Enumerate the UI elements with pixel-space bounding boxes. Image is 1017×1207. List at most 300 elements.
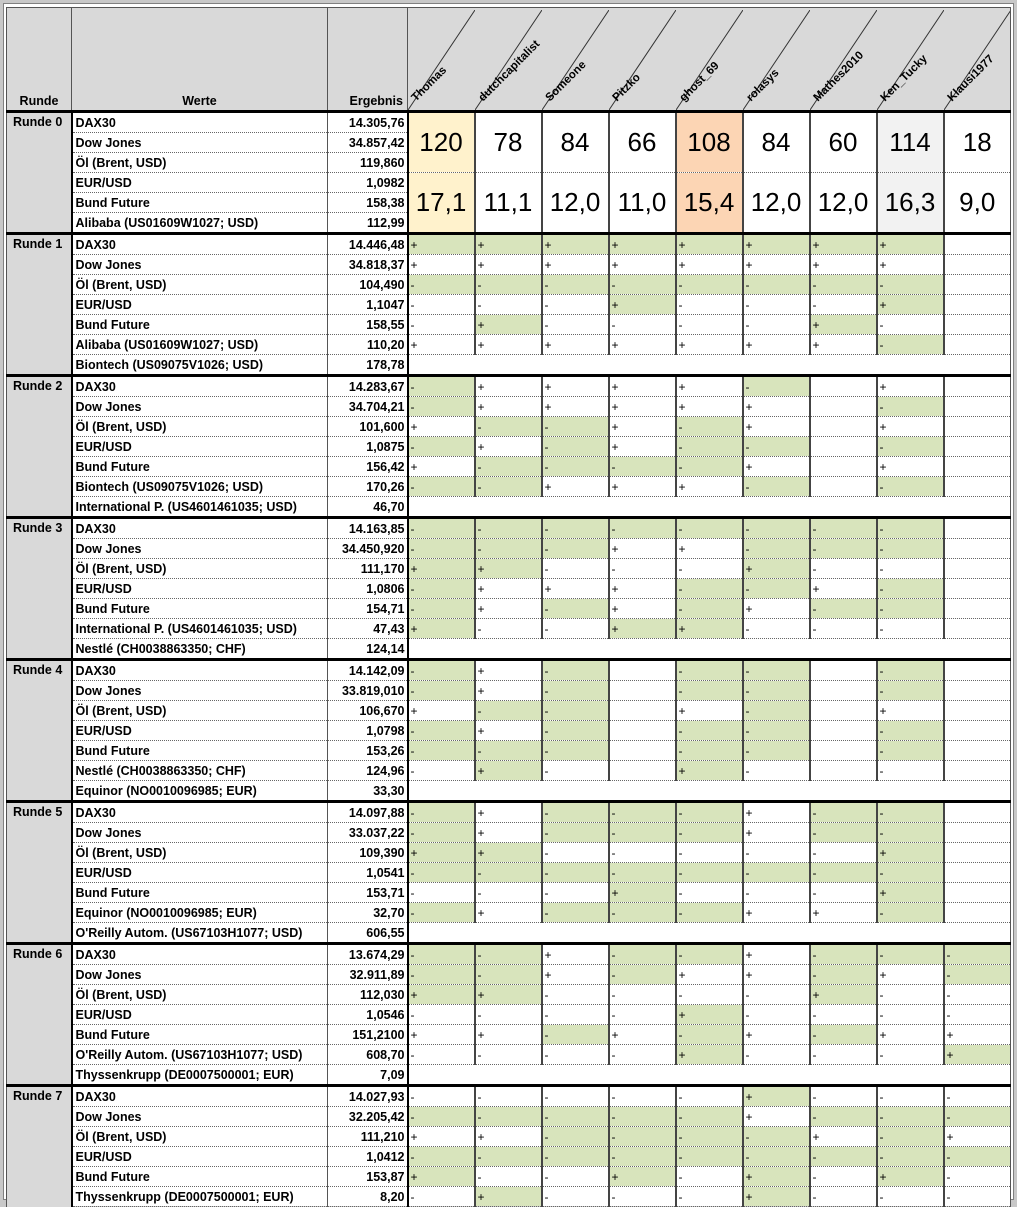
- tip-cell[interactable]: -: [676, 985, 743, 1005]
- tip-cell[interactable]: -: [810, 802, 877, 823]
- tip-cell[interactable]: [944, 518, 1011, 539]
- tip-cell[interactable]: -: [408, 295, 475, 315]
- tip-cell[interactable]: -: [877, 823, 944, 843]
- tip-cell[interactable]: +: [408, 1025, 475, 1045]
- tip-cell[interactable]: -: [609, 802, 676, 823]
- tip-cell[interactable]: +: [609, 883, 676, 903]
- tip-cell[interactable]: [944, 477, 1011, 497]
- tip-cell[interactable]: -: [609, 1045, 676, 1065]
- tip-cell[interactable]: -: [810, 518, 877, 539]
- tip-cell[interactable]: +: [810, 903, 877, 923]
- tip-cell[interactable]: +: [877, 701, 944, 721]
- tip-cell[interactable]: [944, 295, 1011, 315]
- tip-cell[interactable]: +: [475, 903, 542, 923]
- tip-cell[interactable]: -: [877, 619, 944, 639]
- tip-cell[interactable]: +: [877, 1167, 944, 1187]
- tip-cell[interactable]: +: [609, 376, 676, 397]
- tip-cell[interactable]: +: [609, 477, 676, 497]
- tip-cell[interactable]: +: [810, 579, 877, 599]
- tip-cell[interactable]: -: [743, 1147, 810, 1167]
- tip-cell[interactable]: [944, 701, 1011, 721]
- tip-cell[interactable]: -: [542, 559, 609, 579]
- tip-cell[interactable]: -: [877, 1045, 944, 1065]
- tip-cell[interactable]: [944, 234, 1011, 255]
- tip-cell[interactable]: +: [810, 255, 877, 275]
- tip-cell[interactable]: -: [810, 883, 877, 903]
- tip-cell[interactable]: +: [542, 477, 609, 497]
- tip-cell[interactable]: [944, 559, 1011, 579]
- tip-cell[interactable]: -: [542, 1107, 609, 1127]
- tip-cell[interactable]: -: [408, 275, 475, 295]
- tip-cell[interactable]: -: [877, 437, 944, 457]
- tip-cell[interactable]: -: [810, 619, 877, 639]
- tip-cell[interactable]: -: [810, 1107, 877, 1127]
- tip-cell[interactable]: +: [743, 1187, 810, 1207]
- tip-cell[interactable]: -: [743, 539, 810, 559]
- tip-cell[interactable]: +: [475, 985, 542, 1005]
- tip-cell[interactable]: -: [676, 599, 743, 619]
- tip-cell[interactable]: -: [877, 579, 944, 599]
- tip-cell[interactable]: -: [877, 681, 944, 701]
- tip-cell[interactable]: -: [542, 741, 609, 761]
- tip-cell[interactable]: -: [676, 1127, 743, 1147]
- tip-cell[interactable]: +: [743, 944, 810, 965]
- tip-cell[interactable]: -: [877, 802, 944, 823]
- tip-cell[interactable]: +: [475, 761, 542, 781]
- tip-cell[interactable]: +: [743, 234, 810, 255]
- tip-cell[interactable]: -: [877, 539, 944, 559]
- tip-cell[interactable]: +: [542, 397, 609, 417]
- tip-cell[interactable]: [810, 660, 877, 681]
- tip-cell[interactable]: +: [676, 376, 743, 397]
- tip-cell[interactable]: -: [475, 477, 542, 497]
- tip-cell[interactable]: -: [810, 1005, 877, 1025]
- tip-cell[interactable]: +: [877, 295, 944, 315]
- tip-cell[interactable]: -: [676, 315, 743, 335]
- tip-cell[interactable]: -: [877, 559, 944, 579]
- tip-cell[interactable]: -: [408, 965, 475, 985]
- tip-cell[interactable]: -: [542, 1127, 609, 1147]
- tip-cell[interactable]: [810, 681, 877, 701]
- tip-cell[interactable]: -: [542, 518, 609, 539]
- tip-cell[interactable]: [944, 721, 1011, 741]
- tip-cell[interactable]: +: [475, 255, 542, 275]
- tip-cell[interactable]: -: [676, 903, 743, 923]
- tip-cell[interactable]: +: [877, 234, 944, 255]
- tip-cell[interactable]: +: [877, 376, 944, 397]
- tip-cell[interactable]: -: [743, 315, 810, 335]
- tip-cell[interactable]: -: [408, 1187, 475, 1207]
- tip-cell[interactable]: -: [542, 1025, 609, 1045]
- tip-cell[interactable]: -: [743, 985, 810, 1005]
- tip-cell[interactable]: -: [676, 883, 743, 903]
- tip-cell[interactable]: -: [609, 457, 676, 477]
- tip-cell[interactable]: [944, 539, 1011, 559]
- tip-cell[interactable]: -: [676, 863, 743, 883]
- tip-cell[interactable]: +: [609, 437, 676, 457]
- tip-cell[interactable]: -: [408, 477, 475, 497]
- tip-cell[interactable]: -: [408, 883, 475, 903]
- tip-cell[interactable]: +: [743, 335, 810, 355]
- tip-cell[interactable]: [944, 376, 1011, 397]
- tip-cell[interactable]: -: [542, 761, 609, 781]
- tip-cell[interactable]: -: [810, 1086, 877, 1107]
- tip-cell[interactable]: +: [877, 1025, 944, 1045]
- tip-cell[interactable]: -: [743, 477, 810, 497]
- tip-cell[interactable]: [944, 741, 1011, 761]
- tip-cell[interactable]: +: [609, 397, 676, 417]
- tip-cell[interactable]: -: [877, 335, 944, 355]
- tip-cell[interactable]: -: [542, 539, 609, 559]
- tip-cell[interactable]: [810, 417, 877, 437]
- tip-cell[interactable]: -: [408, 823, 475, 843]
- tip-cell[interactable]: -: [609, 843, 676, 863]
- tip-cell[interactable]: -: [944, 1167, 1011, 1187]
- tip-cell[interactable]: -: [408, 315, 475, 335]
- tip-cell[interactable]: -: [743, 518, 810, 539]
- tip-cell[interactable]: -: [475, 1005, 542, 1025]
- tip-cell[interactable]: [944, 681, 1011, 701]
- tip-cell[interactable]: -: [877, 1127, 944, 1147]
- tip-cell[interactable]: +: [542, 234, 609, 255]
- tip-cell[interactable]: +: [408, 457, 475, 477]
- tip-cell[interactable]: -: [877, 903, 944, 923]
- tip-cell[interactable]: -: [676, 275, 743, 295]
- tip-cell[interactable]: +: [475, 234, 542, 255]
- tip-cell[interactable]: +: [743, 559, 810, 579]
- tip-cell[interactable]: -: [408, 944, 475, 965]
- tip-cell[interactable]: [810, 457, 877, 477]
- tip-cell[interactable]: -: [810, 559, 877, 579]
- tip-cell[interactable]: -: [542, 823, 609, 843]
- tip-cell[interactable]: [944, 457, 1011, 477]
- tip-cell[interactable]: -: [609, 944, 676, 965]
- tip-cell[interactable]: [944, 619, 1011, 639]
- tip-cell[interactable]: [944, 417, 1011, 437]
- tip-cell[interactable]: -: [743, 701, 810, 721]
- tip-cell[interactable]: -: [408, 863, 475, 883]
- tip-cell[interactable]: +: [609, 579, 676, 599]
- tip-cell[interactable]: -: [676, 1167, 743, 1187]
- tip-cell[interactable]: -: [542, 681, 609, 701]
- tip-cell[interactable]: -: [743, 619, 810, 639]
- tip-cell[interactable]: -: [944, 965, 1011, 985]
- tip-cell[interactable]: +: [475, 315, 542, 335]
- tip-cell[interactable]: +: [475, 376, 542, 397]
- tip-cell[interactable]: -: [542, 315, 609, 335]
- tip-cell[interactable]: [944, 863, 1011, 883]
- tip-cell[interactable]: -: [810, 1167, 877, 1187]
- tip-cell[interactable]: +: [743, 802, 810, 823]
- tip-cell[interactable]: -: [676, 417, 743, 437]
- tip-cell[interactable]: -: [475, 944, 542, 965]
- tip-cell[interactable]: -: [542, 660, 609, 681]
- tip-cell[interactable]: -: [877, 518, 944, 539]
- tip-cell[interactable]: [944, 579, 1011, 599]
- tip-cell[interactable]: -: [475, 741, 542, 761]
- tip-cell[interactable]: [944, 660, 1011, 681]
- tip-cell[interactable]: +: [810, 985, 877, 1005]
- tip-cell[interactable]: +: [743, 965, 810, 985]
- tip-cell[interactable]: -: [542, 903, 609, 923]
- tip-cell[interactable]: +: [475, 802, 542, 823]
- tip-cell[interactable]: -: [944, 985, 1011, 1005]
- tip-cell[interactable]: [810, 701, 877, 721]
- tip-cell[interactable]: +: [676, 761, 743, 781]
- tip-cell[interactable]: -: [475, 457, 542, 477]
- tip-cell[interactable]: -: [743, 1127, 810, 1147]
- tip-cell[interactable]: +: [609, 599, 676, 619]
- tip-cell[interactable]: -: [676, 1187, 743, 1207]
- tip-cell[interactable]: -: [408, 397, 475, 417]
- tip-cell[interactable]: -: [676, 579, 743, 599]
- tip-cell[interactable]: +: [676, 335, 743, 355]
- tip-cell[interactable]: +: [810, 234, 877, 255]
- tip-cell[interactable]: -: [877, 761, 944, 781]
- tip-cell[interactable]: +: [609, 335, 676, 355]
- tip-cell[interactable]: -: [810, 944, 877, 965]
- tip-cell[interactable]: -: [609, 985, 676, 1005]
- tip-cell[interactable]: -: [542, 883, 609, 903]
- tip-cell[interactable]: [944, 883, 1011, 903]
- tip-cell[interactable]: +: [877, 843, 944, 863]
- tip-cell[interactable]: -: [676, 559, 743, 579]
- tip-cell[interactable]: -: [408, 903, 475, 923]
- tip-cell[interactable]: +: [609, 1167, 676, 1187]
- tip-cell[interactable]: +: [542, 579, 609, 599]
- tip-cell[interactable]: +: [743, 1107, 810, 1127]
- tip-cell[interactable]: -: [877, 863, 944, 883]
- tip-cell[interactable]: -: [408, 1086, 475, 1107]
- tip-cell[interactable]: +: [609, 234, 676, 255]
- tip-cell[interactable]: -: [676, 741, 743, 761]
- tip-cell[interactable]: -: [877, 1107, 944, 1127]
- tip-cell[interactable]: -: [810, 275, 877, 295]
- tip-cell[interactable]: [944, 802, 1011, 823]
- tip-cell[interactable]: -: [676, 457, 743, 477]
- tip-cell[interactable]: -: [743, 863, 810, 883]
- tip-cell[interactable]: +: [542, 335, 609, 355]
- tip-cell[interactable]: -: [810, 1045, 877, 1065]
- tip-cell[interactable]: [944, 397, 1011, 417]
- tip-cell[interactable]: -: [743, 721, 810, 741]
- tip-cell[interactable]: -: [408, 681, 475, 701]
- tip-cell[interactable]: -: [810, 843, 877, 863]
- tip-cell[interactable]: +: [408, 255, 475, 275]
- tip-cell[interactable]: -: [542, 457, 609, 477]
- tip-cell[interactable]: -: [743, 579, 810, 599]
- tip-cell[interactable]: -: [475, 1045, 542, 1065]
- tip-cell[interactable]: +: [408, 1127, 475, 1147]
- tip-cell[interactable]: +: [542, 944, 609, 965]
- tip-cell[interactable]: -: [676, 660, 743, 681]
- tip-cell[interactable]: -: [408, 761, 475, 781]
- tip-cell[interactable]: -: [743, 883, 810, 903]
- tip-cell[interactable]: -: [676, 1147, 743, 1167]
- tip-cell[interactable]: -: [676, 518, 743, 539]
- tip-cell[interactable]: +: [743, 599, 810, 619]
- tip-cell[interactable]: -: [475, 539, 542, 559]
- tip-cell[interactable]: +: [676, 1045, 743, 1065]
- tip-cell[interactable]: -: [408, 376, 475, 397]
- tip-cell[interactable]: -: [542, 1045, 609, 1065]
- tip-cell[interactable]: [810, 761, 877, 781]
- tip-cell[interactable]: -: [609, 903, 676, 923]
- tip-cell[interactable]: -: [743, 843, 810, 863]
- tip-cell[interactable]: -: [609, 315, 676, 335]
- tip-cell[interactable]: -: [542, 1187, 609, 1207]
- tip-cell[interactable]: -: [877, 660, 944, 681]
- tip-cell[interactable]: -: [609, 823, 676, 843]
- tip-cell[interactable]: -: [810, 823, 877, 843]
- tip-cell[interactable]: -: [542, 843, 609, 863]
- tip-cell[interactable]: +: [475, 721, 542, 741]
- tip-cell[interactable]: -: [676, 437, 743, 457]
- tip-cell[interactable]: +: [676, 477, 743, 497]
- tip-cell[interactable]: -: [408, 1045, 475, 1065]
- tip-cell[interactable]: +: [408, 1167, 475, 1187]
- tip-cell[interactable]: +: [475, 579, 542, 599]
- tip-cell[interactable]: -: [609, 1086, 676, 1107]
- tip-cell[interactable]: -: [676, 944, 743, 965]
- tip-cell[interactable]: +: [475, 397, 542, 417]
- tip-cell[interactable]: +: [676, 255, 743, 275]
- tip-cell[interactable]: -: [877, 1086, 944, 1107]
- tip-cell[interactable]: +: [743, 457, 810, 477]
- tip-cell[interactable]: -: [408, 599, 475, 619]
- tip-cell[interactable]: -: [609, 965, 676, 985]
- tip-cell[interactable]: -: [877, 985, 944, 1005]
- tip-cell[interactable]: -: [408, 579, 475, 599]
- tip-cell[interactable]: +: [944, 1025, 1011, 1045]
- tip-cell[interactable]: -: [609, 1127, 676, 1147]
- tip-cell[interactable]: +: [676, 397, 743, 417]
- tip-cell[interactable]: -: [944, 1187, 1011, 1207]
- tip-cell[interactable]: -: [475, 417, 542, 437]
- tip-cell[interactable]: +: [542, 965, 609, 985]
- tip-cell[interactable]: -: [542, 1147, 609, 1167]
- tip-cell[interactable]: -: [743, 741, 810, 761]
- tip-cell[interactable]: [810, 721, 877, 741]
- tip-cell[interactable]: [944, 255, 1011, 275]
- tip-cell[interactable]: -: [609, 1107, 676, 1127]
- tip-cell[interactable]: +: [676, 1005, 743, 1025]
- tip-cell[interactable]: -: [810, 599, 877, 619]
- tip-cell[interactable]: +: [475, 437, 542, 457]
- tip-cell[interactable]: -: [877, 397, 944, 417]
- tip-cell[interactable]: +: [743, 255, 810, 275]
- tip-cell[interactable]: -: [475, 1107, 542, 1127]
- tip-cell[interactable]: -: [810, 1025, 877, 1045]
- tip-cell[interactable]: +: [408, 417, 475, 437]
- tip-cell[interactable]: -: [542, 802, 609, 823]
- tip-cell[interactable]: -: [542, 985, 609, 1005]
- tip-cell[interactable]: -: [944, 1005, 1011, 1025]
- tip-cell[interactable]: -: [944, 944, 1011, 965]
- tip-cell[interactable]: +: [743, 1086, 810, 1107]
- tip-cell[interactable]: -: [408, 660, 475, 681]
- tip-cell[interactable]: -: [743, 376, 810, 397]
- tip-cell[interactable]: -: [475, 863, 542, 883]
- tip-cell[interactable]: [944, 335, 1011, 355]
- tip-cell[interactable]: +: [408, 559, 475, 579]
- tip-cell[interactable]: -: [877, 1187, 944, 1207]
- tip-cell[interactable]: -: [542, 1086, 609, 1107]
- tip-cell[interactable]: -: [542, 1167, 609, 1187]
- tip-cell[interactable]: -: [609, 1187, 676, 1207]
- tip-cell[interactable]: -: [877, 477, 944, 497]
- tip-cell[interactable]: -: [408, 437, 475, 457]
- tip-cell[interactable]: [810, 376, 877, 397]
- tip-cell[interactable]: -: [676, 1086, 743, 1107]
- tip-cell[interactable]: -: [810, 295, 877, 315]
- tip-cell[interactable]: [810, 397, 877, 417]
- tip-cell[interactable]: -: [743, 1005, 810, 1025]
- tip-cell[interactable]: +: [743, 1167, 810, 1187]
- tip-cell[interactable]: [609, 741, 676, 761]
- tip-cell[interactable]: -: [676, 295, 743, 315]
- tip-cell[interactable]: +: [810, 1127, 877, 1147]
- tip-cell[interactable]: -: [475, 965, 542, 985]
- tip-cell[interactable]: [609, 660, 676, 681]
- tip-cell[interactable]: -: [944, 1107, 1011, 1127]
- tip-cell[interactable]: -: [877, 944, 944, 965]
- tip-cell[interactable]: +: [542, 255, 609, 275]
- tip-cell[interactable]: -: [877, 599, 944, 619]
- tip-cell[interactable]: +: [475, 843, 542, 863]
- tip-cell[interactable]: +: [877, 457, 944, 477]
- tip-cell[interactable]: -: [743, 1045, 810, 1065]
- tip-cell[interactable]: -: [408, 518, 475, 539]
- tip-cell[interactable]: -: [408, 1005, 475, 1025]
- tip-cell[interactable]: +: [408, 335, 475, 355]
- tip-cell[interactable]: +: [408, 234, 475, 255]
- tip-cell[interactable]: -: [810, 1187, 877, 1207]
- tip-cell[interactable]: +: [475, 823, 542, 843]
- tip-cell[interactable]: +: [609, 539, 676, 559]
- tip-cell[interactable]: [609, 681, 676, 701]
- tip-cell[interactable]: -: [408, 802, 475, 823]
- tip-cell[interactable]: -: [542, 701, 609, 721]
- tip-cell[interactable]: -: [542, 599, 609, 619]
- tip-cell[interactable]: -: [408, 721, 475, 741]
- tip-cell[interactable]: -: [609, 518, 676, 539]
- tip-cell[interactable]: -: [676, 721, 743, 741]
- tip-cell[interactable]: -: [408, 1107, 475, 1127]
- tip-cell[interactable]: -: [475, 701, 542, 721]
- tip-cell[interactable]: -: [542, 619, 609, 639]
- tip-cell[interactable]: +: [475, 1025, 542, 1045]
- tip-cell[interactable]: +: [408, 985, 475, 1005]
- tip-cell[interactable]: -: [609, 275, 676, 295]
- tip-cell[interactable]: -: [542, 417, 609, 437]
- tip-cell[interactable]: [944, 599, 1011, 619]
- tip-cell[interactable]: +: [475, 599, 542, 619]
- tip-cell[interactable]: +: [475, 1187, 542, 1207]
- tip-cell[interactable]: [944, 761, 1011, 781]
- tip-cell[interactable]: +: [609, 1025, 676, 1045]
- tip-cell[interactable]: +: [475, 660, 542, 681]
- tip-cell[interactable]: -: [676, 843, 743, 863]
- tip-cell[interactable]: -: [743, 761, 810, 781]
- tip-cell[interactable]: [810, 477, 877, 497]
- tip-cell[interactable]: -: [877, 1005, 944, 1025]
- tip-cell[interactable]: -: [475, 275, 542, 295]
- tip-cell[interactable]: +: [877, 883, 944, 903]
- tip-cell[interactable]: [609, 721, 676, 741]
- tip-cell[interactable]: +: [877, 255, 944, 275]
- tip-cell[interactable]: -: [408, 539, 475, 559]
